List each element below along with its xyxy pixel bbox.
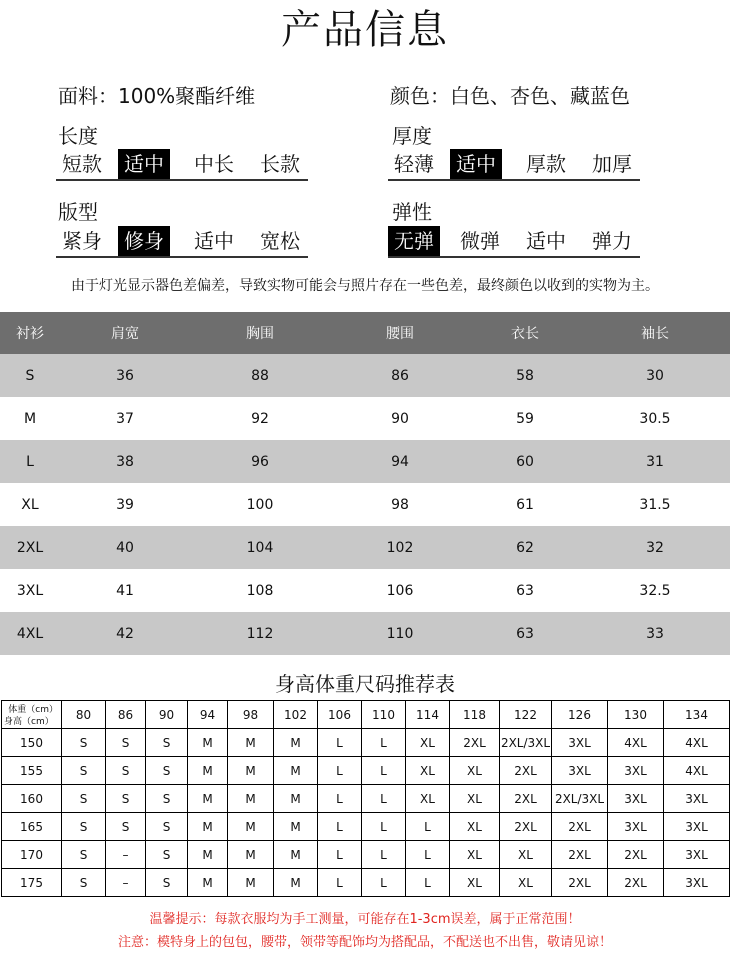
- table-cell: 3XL: [608, 757, 664, 785]
- weight-cell: 94: [188, 701, 228, 729]
- table-cell: S: [146, 757, 188, 785]
- table-cell: 160: [2, 785, 62, 813]
- table-cell: XL: [500, 869, 552, 897]
- table-row: [0, 440, 730, 483]
- table-cell: S: [62, 813, 106, 841]
- table-cell: S: [146, 729, 188, 757]
- table-cell: 3XL: [552, 729, 608, 757]
- table-cell: S: [62, 757, 106, 785]
- table-cell: XL: [450, 785, 500, 813]
- table-cell: M: [228, 869, 274, 897]
- table-cell: S: [106, 757, 146, 785]
- table-cell: M: [274, 729, 318, 757]
- table-cell: 33: [580, 612, 730, 655]
- table-row: [0, 483, 730, 526]
- table-row: [0, 397, 730, 440]
- weight-cell: 118: [450, 701, 500, 729]
- table-cell: L: [318, 841, 362, 869]
- weight-cell: 106: [318, 701, 362, 729]
- table-cell: 94: [330, 440, 470, 483]
- elasticity-options: [388, 226, 640, 258]
- table-cell: L: [406, 841, 450, 869]
- table-cell: –: [106, 841, 146, 869]
- table-cell: 4XL: [608, 729, 664, 757]
- fit-option-slim-selected: 修身: [118, 226, 170, 256]
- thickness-label: 厚度: [392, 124, 432, 148]
- header-cell: 衣长: [470, 312, 580, 354]
- table-row: [2, 785, 730, 813]
- table-cell: 98: [330, 483, 470, 526]
- fit-option-regular: 适中: [194, 229, 234, 253]
- table-cell: M: [228, 757, 274, 785]
- table-cell: 150: [2, 729, 62, 757]
- table-cell: 3XL: [664, 785, 730, 813]
- table-cell: 2XL: [552, 813, 608, 841]
- weight-cell: 134: [664, 701, 730, 729]
- table-cell: S: [146, 869, 188, 897]
- table-cell: 59: [470, 397, 580, 440]
- color-disclaimer: 由于灯光显示器色差偏差，导致实物可能会与照片存在一些色差，最终颜色以收到的实物为主。: [71, 278, 659, 294]
- table-cell: 40: [60, 526, 190, 569]
- table-cell: 61: [470, 483, 580, 526]
- table-cell: 108: [190, 569, 330, 612]
- fabric-info: 面料：100%聚酯纤维: [58, 84, 256, 108]
- table-cell: M: [188, 869, 228, 897]
- header-cell: 袖长: [580, 312, 730, 354]
- table-cell: XL: [450, 869, 500, 897]
- table-cell: 104: [190, 526, 330, 569]
- table-cell: 3XL: [608, 785, 664, 813]
- table-cell: 3XL: [0, 569, 60, 612]
- table-cell: 32: [580, 526, 730, 569]
- table-cell: S: [62, 869, 106, 897]
- table-cell: 2XL: [552, 841, 608, 869]
- table-cell: M: [274, 757, 318, 785]
- table-cell: L: [0, 440, 60, 483]
- weight-cell: 90: [146, 701, 188, 729]
- table-cell: 100: [190, 483, 330, 526]
- table-cell: 38: [60, 440, 190, 483]
- corner-weight-label: 体重（cm）: [8, 705, 58, 715]
- table-cell: 2XL: [608, 841, 664, 869]
- table-cell: 2XL: [0, 526, 60, 569]
- table-cell: L: [362, 729, 406, 757]
- corner-height-label: 身高（cm）: [4, 717, 54, 727]
- length-option-medium-selected: 适中: [118, 149, 170, 179]
- elasticity-option-none-selected: 无弹: [388, 226, 440, 256]
- length-label: 长度: [58, 124, 98, 148]
- header-cell: 肩宽: [60, 312, 190, 354]
- weight-cell: 130: [608, 701, 664, 729]
- length-option-mid-long: 中长: [194, 152, 234, 176]
- table-cell: 106: [330, 569, 470, 612]
- table-cell: 92: [190, 397, 330, 440]
- table-cell: M: [188, 841, 228, 869]
- table-cell: M: [228, 785, 274, 813]
- table-cell: M: [188, 729, 228, 757]
- table-cell: M: [274, 785, 318, 813]
- recommendation-title: 身高体重尺码推荐表: [275, 672, 455, 696]
- weight-cell: 114: [406, 701, 450, 729]
- table-cell: XL: [406, 729, 450, 757]
- table-cell: 30: [580, 354, 730, 397]
- table-cell: 2XL/3XL: [500, 729, 552, 757]
- weight-cell: 98: [228, 701, 274, 729]
- table-cell: 37: [60, 397, 190, 440]
- table-cell: 2XL: [450, 729, 500, 757]
- table-cell: 3XL: [664, 841, 730, 869]
- table-cell: 31: [580, 440, 730, 483]
- elasticity-option-slight: 微弹: [460, 229, 500, 253]
- table-cell: 90: [330, 397, 470, 440]
- size-table: [0, 312, 730, 655]
- weight-cell: 122: [500, 701, 552, 729]
- table-cell: 36: [60, 354, 190, 397]
- table-cell: M: [188, 757, 228, 785]
- table-cell: 3XL: [664, 813, 730, 841]
- elasticity-option-medium: 适中: [526, 229, 566, 253]
- table-cell: L: [406, 813, 450, 841]
- table-cell: 175: [2, 869, 62, 897]
- table-cell: M: [188, 785, 228, 813]
- table-cell: 2XL: [608, 869, 664, 897]
- table-cell: 96: [190, 440, 330, 483]
- table-cell: –: [106, 869, 146, 897]
- table-cell: 4XL: [0, 612, 60, 655]
- table-cell: 2XL: [500, 785, 552, 813]
- table-cell: XL: [0, 483, 60, 526]
- table-cell: M: [228, 813, 274, 841]
- thickness-option-medium-selected: 适中: [450, 149, 502, 179]
- table-cell: 102: [330, 526, 470, 569]
- table-cell: 32.5: [580, 569, 730, 612]
- table-cell: 42: [60, 612, 190, 655]
- table-cell: 2XL: [500, 813, 552, 841]
- elasticity-option-stretch: 弹力: [592, 229, 632, 253]
- table-cell: S: [146, 813, 188, 841]
- weight-cell: 102: [274, 701, 318, 729]
- table-row: [2, 757, 730, 785]
- table-cell: M: [274, 841, 318, 869]
- table-cell: 86: [330, 354, 470, 397]
- table-cell: 3XL: [608, 813, 664, 841]
- weight-cell: 86: [106, 701, 146, 729]
- table-cell: 2XL/3XL: [552, 785, 608, 813]
- table-cell: M: [274, 869, 318, 897]
- table-cell: S: [146, 785, 188, 813]
- size-recommendation-table: [1, 700, 730, 897]
- table-cell: XL: [450, 757, 500, 785]
- table-cell: 112: [190, 612, 330, 655]
- table-cell: M: [228, 729, 274, 757]
- fit-option-tight: 紧身: [62, 229, 102, 253]
- table-row: [0, 354, 730, 397]
- table-cell: S: [106, 813, 146, 841]
- table-cell: M: [228, 841, 274, 869]
- table-cell: XL: [450, 813, 500, 841]
- table-cell: 62: [470, 526, 580, 569]
- table-row: [2, 813, 730, 841]
- table-cell: L: [406, 869, 450, 897]
- thickness-option-thin: 轻薄: [394, 152, 434, 176]
- corner-cell: [2, 701, 62, 729]
- fit-options: [56, 226, 308, 258]
- thickness-option-thick: 厚款: [526, 152, 566, 176]
- page-title: 产品信息: [281, 7, 449, 53]
- table-cell: 3XL: [664, 869, 730, 897]
- header-cell: 衬衫: [0, 312, 60, 354]
- table-cell: 3XL: [552, 757, 608, 785]
- weight-cell: 126: [552, 701, 608, 729]
- table-cell: S: [146, 841, 188, 869]
- fit-label: 版型: [58, 200, 98, 224]
- length-option-long: 长款: [260, 152, 300, 176]
- table-cell: 165: [2, 813, 62, 841]
- table-cell: L: [318, 757, 362, 785]
- accessory-notice: 注意：模特身上的包包，腰带，领带等配饰均为搭配品，不配送也不出售，敬请见谅！: [117, 935, 612, 950]
- table-cell: L: [318, 729, 362, 757]
- table-cell: L: [318, 869, 362, 897]
- table-cell: L: [362, 813, 406, 841]
- table-cell: XL: [406, 785, 450, 813]
- table-cell: 4XL: [664, 729, 730, 757]
- weight-cell: 80: [62, 701, 106, 729]
- table-cell: 88: [190, 354, 330, 397]
- table-row: [0, 569, 730, 612]
- table-cell: S: [62, 729, 106, 757]
- header-cell: 腰围: [330, 312, 470, 354]
- table-cell: 41: [60, 569, 190, 612]
- table-row: [2, 729, 730, 757]
- table-cell: XL: [406, 757, 450, 785]
- length-options: [56, 149, 308, 181]
- table-cell: M: [0, 397, 60, 440]
- table-cell: 30.5: [580, 397, 730, 440]
- table-cell: L: [362, 757, 406, 785]
- table-cell: S: [62, 785, 106, 813]
- header-cell: 胸围: [190, 312, 330, 354]
- table-cell: 2XL: [552, 869, 608, 897]
- size-table-header: [0, 312, 730, 354]
- table-cell: 60: [470, 440, 580, 483]
- table-row: [2, 841, 730, 869]
- table-cell: S: [62, 841, 106, 869]
- table-cell: 110: [330, 612, 470, 655]
- table-cell: S: [106, 785, 146, 813]
- table-row: [0, 612, 730, 655]
- table-cell: 170: [2, 841, 62, 869]
- table-cell: L: [362, 785, 406, 813]
- fit-option-loose: 宽松: [260, 229, 300, 253]
- color-info: 颜色：白色、杏色、藏蓝色: [390, 84, 630, 108]
- table-cell: L: [318, 813, 362, 841]
- table-cell: 63: [470, 612, 580, 655]
- thickness-option-extra-thick: 加厚: [592, 152, 632, 176]
- table-cell: 58: [470, 354, 580, 397]
- elasticity-label: 弹性: [392, 200, 432, 224]
- length-option-short: 短款: [62, 152, 102, 176]
- table-row: [2, 869, 730, 897]
- table-cell: L: [318, 785, 362, 813]
- measurement-tip: 温馨提示：每款衣服均为手工测量，可能存在1-3cm误差，属于正常范围！: [149, 912, 581, 927]
- table-cell: L: [362, 869, 406, 897]
- table-cell: M: [274, 813, 318, 841]
- table-cell: S: [106, 729, 146, 757]
- table-cell: XL: [500, 841, 552, 869]
- table-cell: 31.5: [580, 483, 730, 526]
- table-cell: L: [362, 841, 406, 869]
- thickness-options: [388, 149, 640, 181]
- table-cell: XL: [450, 841, 500, 869]
- table-cell: 39: [60, 483, 190, 526]
- table-cell: 4XL: [664, 757, 730, 785]
- table-cell: M: [188, 813, 228, 841]
- weight-cell: 110: [362, 701, 406, 729]
- table-cell: S: [0, 354, 60, 397]
- weight-header-row: [2, 701, 730, 729]
- table-row: [0, 526, 730, 569]
- table-cell: 155: [2, 757, 62, 785]
- table-cell: 2XL: [500, 757, 552, 785]
- table-cell: 63: [470, 569, 580, 612]
